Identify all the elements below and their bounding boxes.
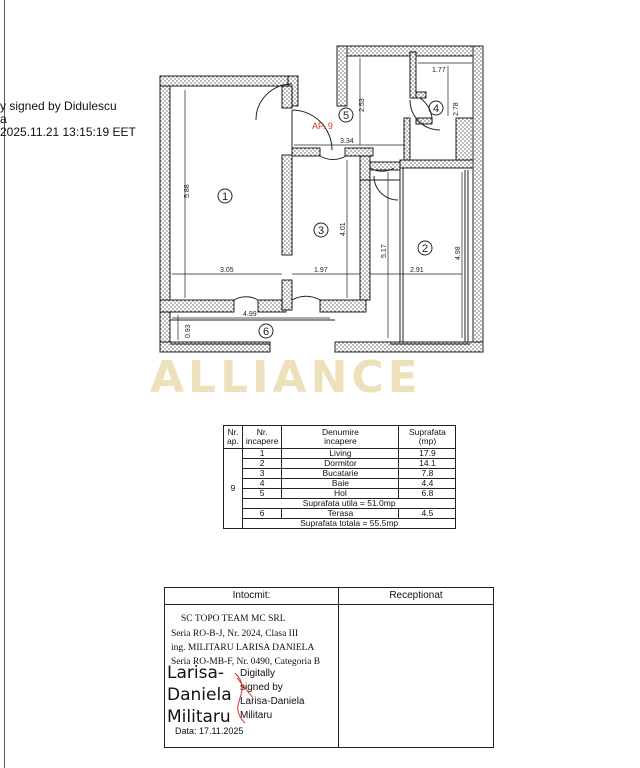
- table-row: [224, 479, 456, 489]
- interior-walls: [282, 52, 473, 310]
- date-label: Data: 17.11.2025: [175, 726, 244, 736]
- window-lines: [170, 168, 470, 344]
- cell: Living: [282, 449, 399, 459]
- cell: 2: [242, 459, 282, 469]
- cell: 5: [242, 489, 282, 499]
- dim-label: 0.93: [185, 324, 192, 338]
- apartment-label: AP. 9: [312, 121, 333, 131]
- dimension-lines: [172, 58, 472, 340]
- signature-box: [164, 587, 494, 748]
- cell: Terasa: [282, 509, 399, 519]
- col-header-name: Denumire incapere: [282, 426, 399, 449]
- signer-name-line-1: Larisa-: [167, 663, 225, 683]
- cell: 6.8: [399, 489, 456, 499]
- cell: 4.5: [399, 509, 456, 519]
- digital-sign-line: Larisa-Daniela: [240, 696, 305, 707]
- outer-walls: [160, 46, 483, 352]
- floor-plan: [0, 0, 640, 360]
- room-area-table: [223, 425, 456, 529]
- series-line-2: Seria RO-MB-F, Nr. 0490, Categoria B: [171, 657, 321, 667]
- table-row-util: [224, 499, 456, 509]
- room-number: 1: [221, 191, 229, 203]
- dim-label: 2.91: [410, 267, 424, 274]
- digital-sign-line: signed by: [240, 682, 283, 693]
- table-row: [224, 449, 456, 459]
- cell: 3: [242, 469, 282, 479]
- room-number: 2: [421, 243, 429, 255]
- digital-sign-line: Militaru: [240, 710, 273, 721]
- digital-signature-text: y signed by Didulescu a 2025.11.21 13:15:19 EET: [0, 99, 136, 139]
- cell: Hol: [282, 489, 399, 499]
- col-header-room: Nr. incapere: [242, 426, 282, 449]
- watermark-logo: ALLIANCE: [150, 352, 422, 403]
- engineer-name: ing. MILITARU LARISA DANIELA: [171, 643, 315, 653]
- digital-sign-line: Digitally: [240, 668, 276, 679]
- series-line-1: Seria RO-B-J, Nr. 2024, Clasa III: [171, 629, 299, 639]
- room-number: 6: [262, 326, 270, 338]
- dim-label: 5.88: [184, 184, 191, 198]
- cell: 4: [242, 479, 282, 489]
- col-header-apt: Nr. ap.: [224, 426, 243, 449]
- cell: Bucatarie: [282, 469, 399, 479]
- table-row: [224, 509, 456, 519]
- dim-label: 3.34: [340, 138, 354, 145]
- cell: Dormitor: [282, 459, 399, 469]
- signature-scribble: [215, 668, 275, 728]
- signer-name-line-3: Militaru: [167, 707, 231, 727]
- table-row: [224, 489, 456, 499]
- dim-label: 5.17: [381, 244, 388, 258]
- cell: 14.1: [399, 459, 456, 469]
- dim-label: 1.77: [432, 67, 446, 74]
- dim-label: 4.98: [455, 246, 462, 260]
- dim-label: 3.05: [220, 267, 234, 274]
- dim-label: 1.97: [314, 267, 328, 274]
- cell: 4.4: [399, 479, 456, 489]
- company-name: SC TOPO TEAM MC SRL: [181, 614, 286, 624]
- cell: 1: [242, 449, 282, 459]
- col-header-area: Suprafata (mp): [399, 426, 456, 449]
- table-row: [224, 469, 456, 479]
- table-row: [224, 459, 456, 469]
- dim-label: 4.99: [243, 311, 257, 318]
- cell: Suprafata totala = 55.5mp: [242, 519, 456, 529]
- dim-label: 2.53: [359, 98, 366, 112]
- cell: 7.8: [399, 469, 456, 479]
- table-row-total: [224, 519, 456, 529]
- room-number: 5: [342, 110, 350, 122]
- prepared-by-header: Intocmit:: [165, 588, 338, 605]
- apartment-cell: 9: [224, 449, 243, 529]
- cell: 6: [242, 509, 282, 519]
- room-number: 3: [317, 225, 325, 237]
- cell: Baie: [282, 479, 399, 489]
- cell: Suprafata utila = 51.0mp: [242, 499, 456, 509]
- received-header: Receptionat: [339, 588, 493, 605]
- dim-label: 4.01: [340, 222, 347, 236]
- signer-name-line-2: Daniela: [167, 685, 232, 705]
- cell: 17.9: [399, 449, 456, 459]
- room-number: 4: [432, 103, 440, 115]
- dim-label: 2.78: [453, 102, 460, 116]
